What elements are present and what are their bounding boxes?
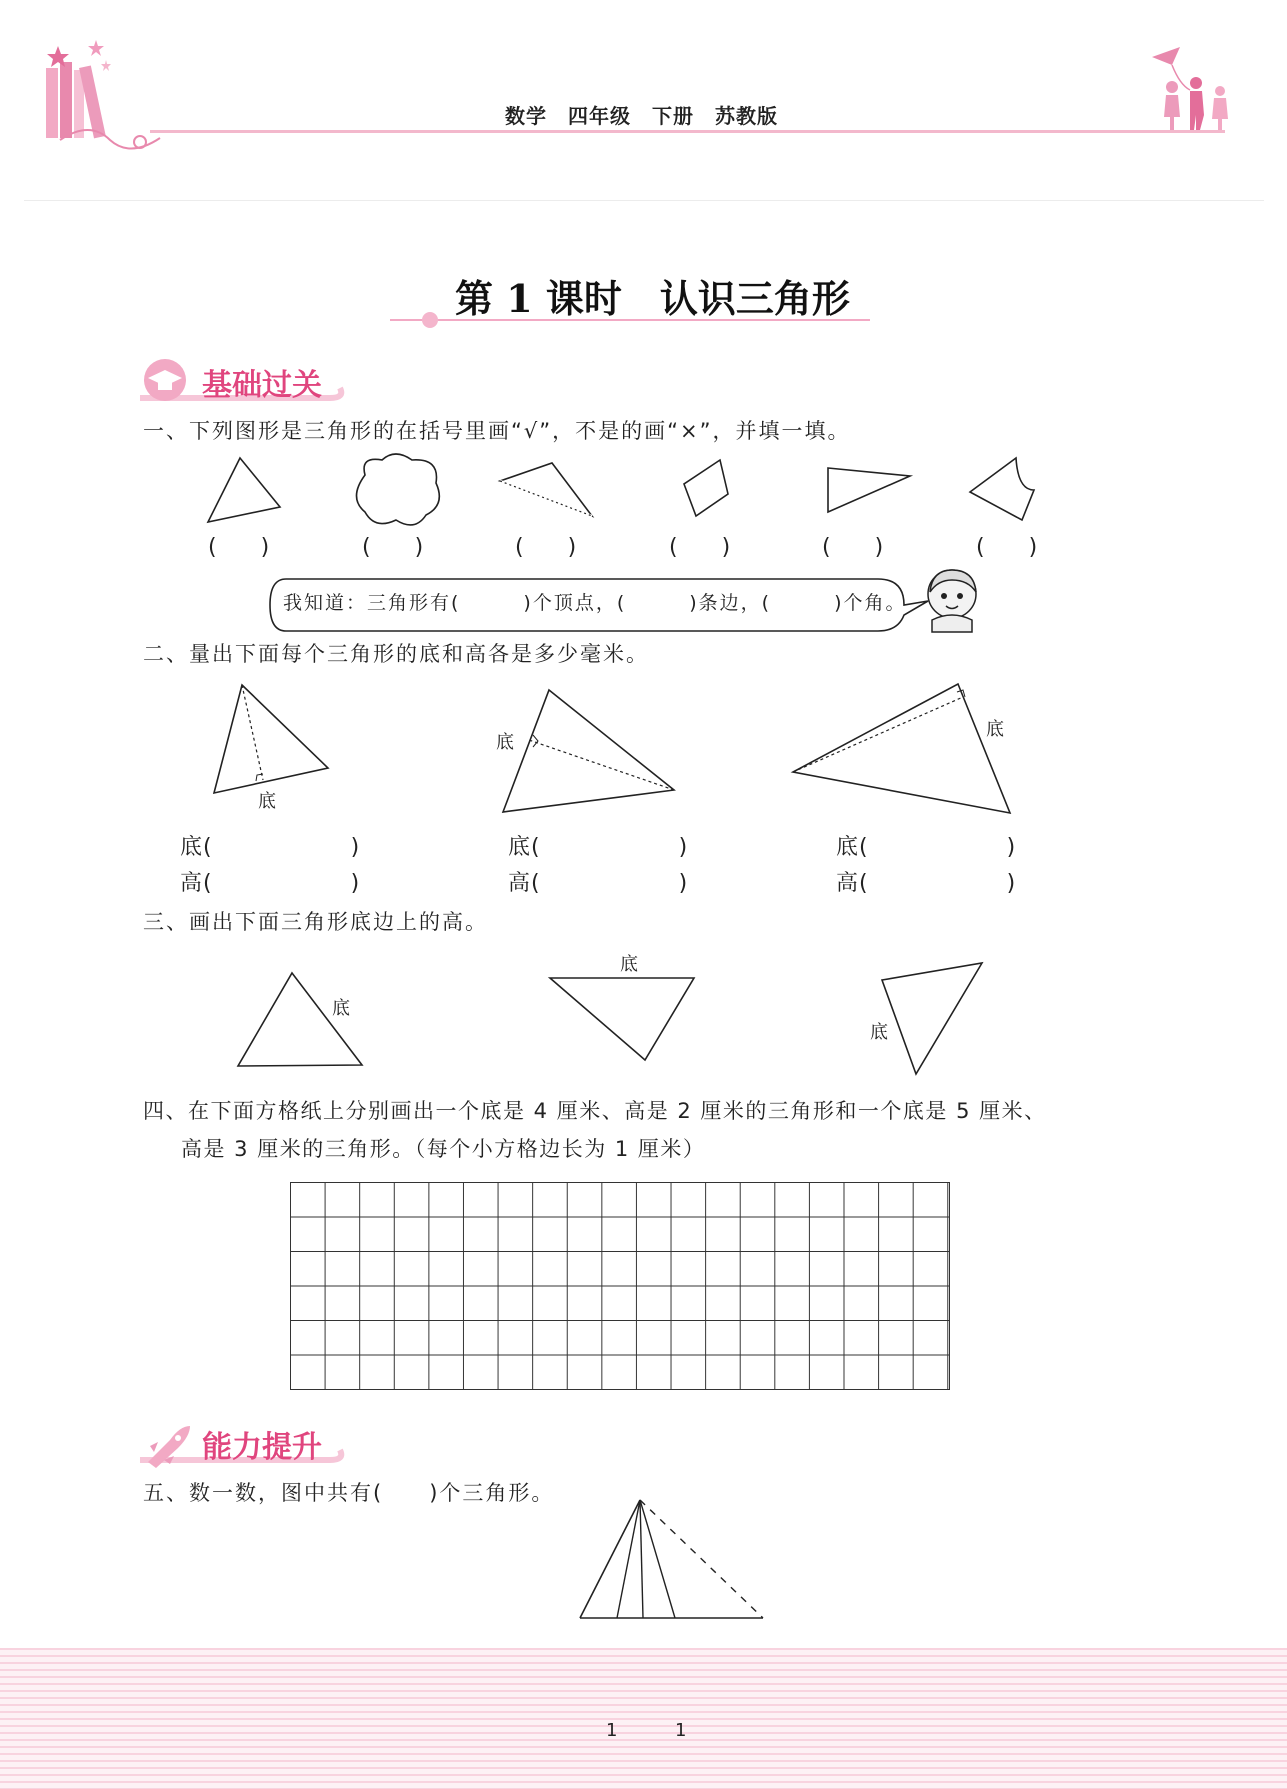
q2-answer-base-3[interactable]: 底( ) — [836, 835, 1017, 860]
q1-blank-6[interactable]: ( ) — [976, 535, 1038, 560]
q4-grid-paper[interactable] — [290, 1182, 950, 1390]
header — [0, 0, 1287, 205]
q3-triangles — [200, 940, 1200, 1080]
q1-shape-4-rhombus — [684, 460, 728, 516]
lesson-title: 第 1 课时 认识三角形 — [455, 276, 850, 321]
title-underline — [390, 310, 870, 330]
q2-triangles — [200, 680, 1287, 820]
q1-shape-3-triangle — [500, 463, 592, 516]
q1-blank-1[interactable]: ( ) — [208, 535, 270, 560]
footer-stripes — [0, 1648, 1287, 1789]
section-advanced: 能力提升 — [202, 1430, 322, 1465]
q1-blank-2[interactable]: ( ) — [362, 535, 424, 560]
kids-kite-icon — [1150, 45, 1240, 135]
q1-blank-4[interactable]: ( ) — [669, 535, 731, 560]
header-title: 数学 四年级 下册 苏教版 — [505, 104, 778, 128]
books-logo-icon — [40, 40, 160, 150]
q3-base-label-1: 底 — [332, 998, 350, 1019]
header-rule — [150, 130, 1225, 133]
q2-answer-height-1[interactable]: 高( ) — [180, 871, 361, 896]
q1-text: 一、下列图形是三角形的在括号里画“√”，不是的画“×”，并填一填。 — [143, 419, 851, 443]
section-basic: 基础过关 — [202, 368, 322, 403]
q1-blank-5[interactable]: ( ) — [822, 535, 884, 560]
q1-shape-6-curved — [970, 458, 1034, 520]
q3-base-label-2: 底 — [620, 954, 638, 975]
q2-answer-base-1[interactable]: 底( ) — [180, 835, 361, 860]
q3-base-label-3: 底 — [870, 1022, 888, 1043]
q2-base-label-2: 底 — [496, 732, 514, 753]
q5-triangle-figure — [575, 1500, 775, 1630]
q2-base-label-1: 底 — [258, 791, 276, 812]
girl-avatar-icon — [918, 566, 988, 632]
q2-answer-base-2[interactable]: 底( ) — [508, 835, 689, 860]
q1-speech-text: 我知道：三角形有( )个顶点，( )条边，( )个角。 — [283, 592, 907, 614]
q1-shape-2-blob — [357, 454, 440, 525]
q4-line2: 高是 3 厘米的三角形。（每个小方格边长为 1 厘米） — [181, 1137, 706, 1161]
q1-shape-1-triangle — [208, 458, 280, 522]
header-border — [24, 200, 1264, 201]
page-number-right: 1 — [675, 1720, 687, 1741]
q2-base-label-3: 底 — [986, 719, 1004, 740]
q5-text: 五、数一数，图中共有( )个三角形。 — [143, 1481, 555, 1505]
q1-shape-5-triangle — [828, 468, 910, 512]
q3-text: 三、画出下面三角形底边上的高。 — [143, 910, 488, 934]
q1-blank-3[interactable]: ( ) — [515, 535, 577, 560]
q2-answer-height-3[interactable]: 高( ) — [836, 871, 1017, 896]
page-number-left: 1 — [606, 1720, 618, 1741]
q2-answer-height-2[interactable]: 高( ) — [508, 871, 689, 896]
q1-shapes — [200, 450, 1100, 550]
q4-line1: 四、在下面方格纸上分别画出一个底是 4 厘米、高是 2 厘米的三角形和一个底是 5 厘米、 — [143, 1099, 1047, 1123]
q2-text: 二、量出下面每个三角形的底和高各是多少毫米。 — [143, 642, 649, 666]
